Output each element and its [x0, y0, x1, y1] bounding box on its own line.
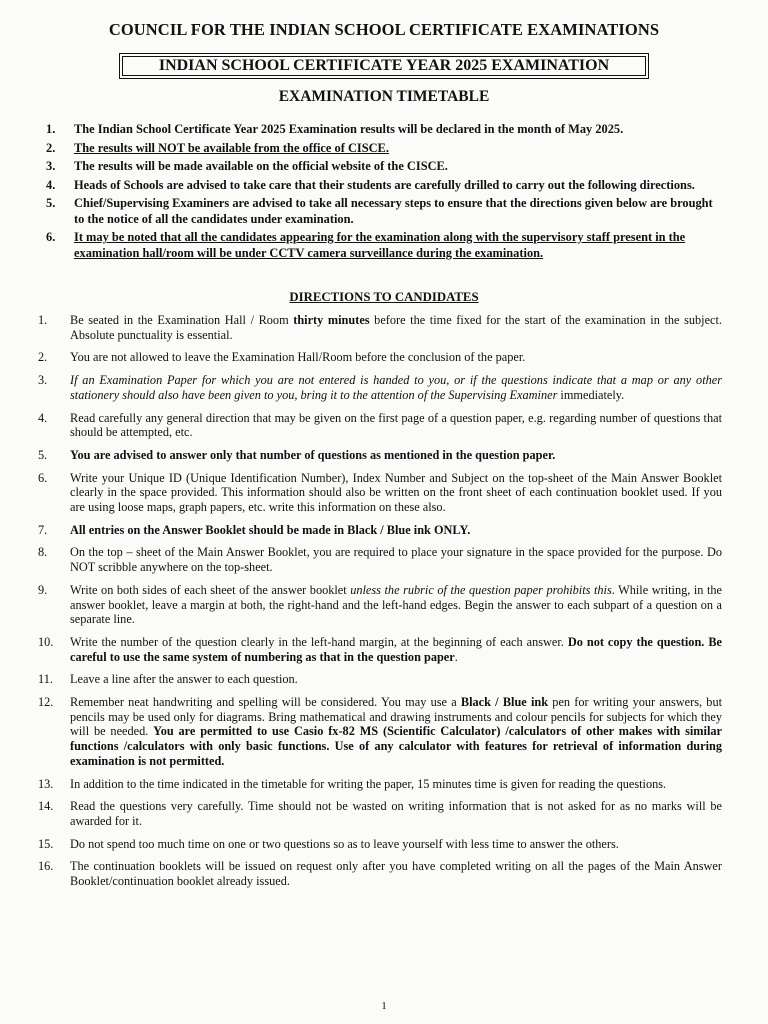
timetable-heading: EXAMINATION TIMETABLE [278, 88, 490, 105]
page-number: 1 [381, 1000, 387, 1012]
council-heading: COUNCIL FOR THE INDIAN SCHOOL CERTIFICATE EXAMINATIONS [108, 20, 660, 39]
direction-item: 5. You are advised to answer only that number of questions as mentioned in the question paper. [38, 447, 556, 462]
direction-item: 4. Read carefully any general direction that may be given on the first page of a question paper, e.g. regarding number of questions that should be attempted, etc. [38, 410, 722, 440]
notice-item: 2. The results will NOT be available from the office of CISCE. [46, 140, 389, 155]
direction-item: 15. Do not spend too much time on one or two questions so as to leave yourself with less time to answer the others. [38, 836, 619, 851]
directions-heading: DIRECTIONS TO CANDIDATES [289, 290, 479, 304]
direction-item: 16. The continuation booklets will be issued on request only after you have completed writing on all the pages of the Main Answer Booklet/continuation booklet already issued. [38, 859, 722, 889]
direction-item: 8. On the top – sheet of the Main Answer Booklet, you are required to place your signature in the space provided for the purpose. Do NOT scribble anywhere on the top-sheet. [38, 545, 722, 575]
direction-item: 9. Write on both sides of each sheet of the answer booklet unless the rubric of the question paper prohibits this. While writing, in the answer booklet, leave a margin at both, the right-hand and the left-hand edges. Begin the answer to each subpart of a question on a separate line. [38, 582, 722, 627]
direction-item: 3. If an Examination Paper for which you are not entered is handed to you, or if the questions indicate that a map or any other stationery should also have been given to you, bring it to the attention of the Supervising Examiner immediately. [38, 373, 722, 402]
exam-title-box: INDIAN SCHOOL CERTIFICATE YEAR 2025 EXAMINATION [119, 53, 649, 79]
direction-item: 2. You are not allowed to leave the Examination Hall/Room before the conclusion of the paper. [38, 350, 526, 365]
direction-item: 14. Read the questions very carefully. Time should not be wasted on writing information that is not asked for as no marks will be awarded for it. [38, 799, 722, 828]
notice-item: 5. Chief/Supervising Examiners are advised to take all necessary steps to ensure that the directions given below are brought to the notice of all the candidates under examination. [46, 196, 713, 226]
direction-item: 10. Write the number of the question clearly in the left-hand margin, at the beginning of each answer. Do not copy the question. Be careful to use the same system of numbering as that in the question paper. [38, 634, 722, 664]
notice-item: 6. It may be noted that all the candidates appearing for the examination along with the supervisory staff present in the examination hall/room will be under CCTV camera surveillance during the examination. [46, 230, 686, 260]
direction-item: 11. Leave a line after the answer to each question. [38, 672, 298, 687]
notice-item: 3. The results will be made available on the official website of the CISCE. [46, 159, 448, 173]
direction-item: 7. All entries on the Answer Booklet should be made in Black / Blue ink ONLY. [38, 522, 471, 537]
notice-list [26, 122, 726, 264]
direction-item: 1. Be seated in the Examination Hall / Room thirty minutes before the time fixed for the start of the examination in the subject. Absolute punctuality is essential. [38, 313, 722, 342]
notice-item: 1. The Indian School Certificate Year 2025 Examination results will be declared in the month of May 2025. [46, 122, 624, 136]
directions-list [22, 313, 722, 889]
direction-item: 13. In addition to the time indicated in the timetable for writing the paper, 15 minutes time is given for reading the questions. [38, 776, 667, 791]
notice-item: 4. Heads of Schools are advised to take care that their students are carefully drilled to carry out the following directions. [46, 177, 695, 192]
direction-item: 12. Remember neat handwriting and spelling will be considered. You may use a Black / Blue ink pen for writing your answers, but pencils may be used only for diagrams. Bring mathematical and drawing instruments and colour pencils for subjects for which they will be needed. You are permitted to use Casio fx-82 MS (Scientific Calculator) /calculators of other makes with similar functions /calculators with only basic functions. Use of any calculator with features for retrieval of information during examination is not permitted. [38, 695, 723, 768]
direction-item: 6. Write your Unique ID (Unique Identification Number), Index Number and Subject on the top-sheet of the Main Answer Booklet clearly in the space provided. This information should also be written on the front sheet of each continuation booklet used. If you are using loose maps, graph papers, etc. write this information on these also. [38, 470, 722, 515]
